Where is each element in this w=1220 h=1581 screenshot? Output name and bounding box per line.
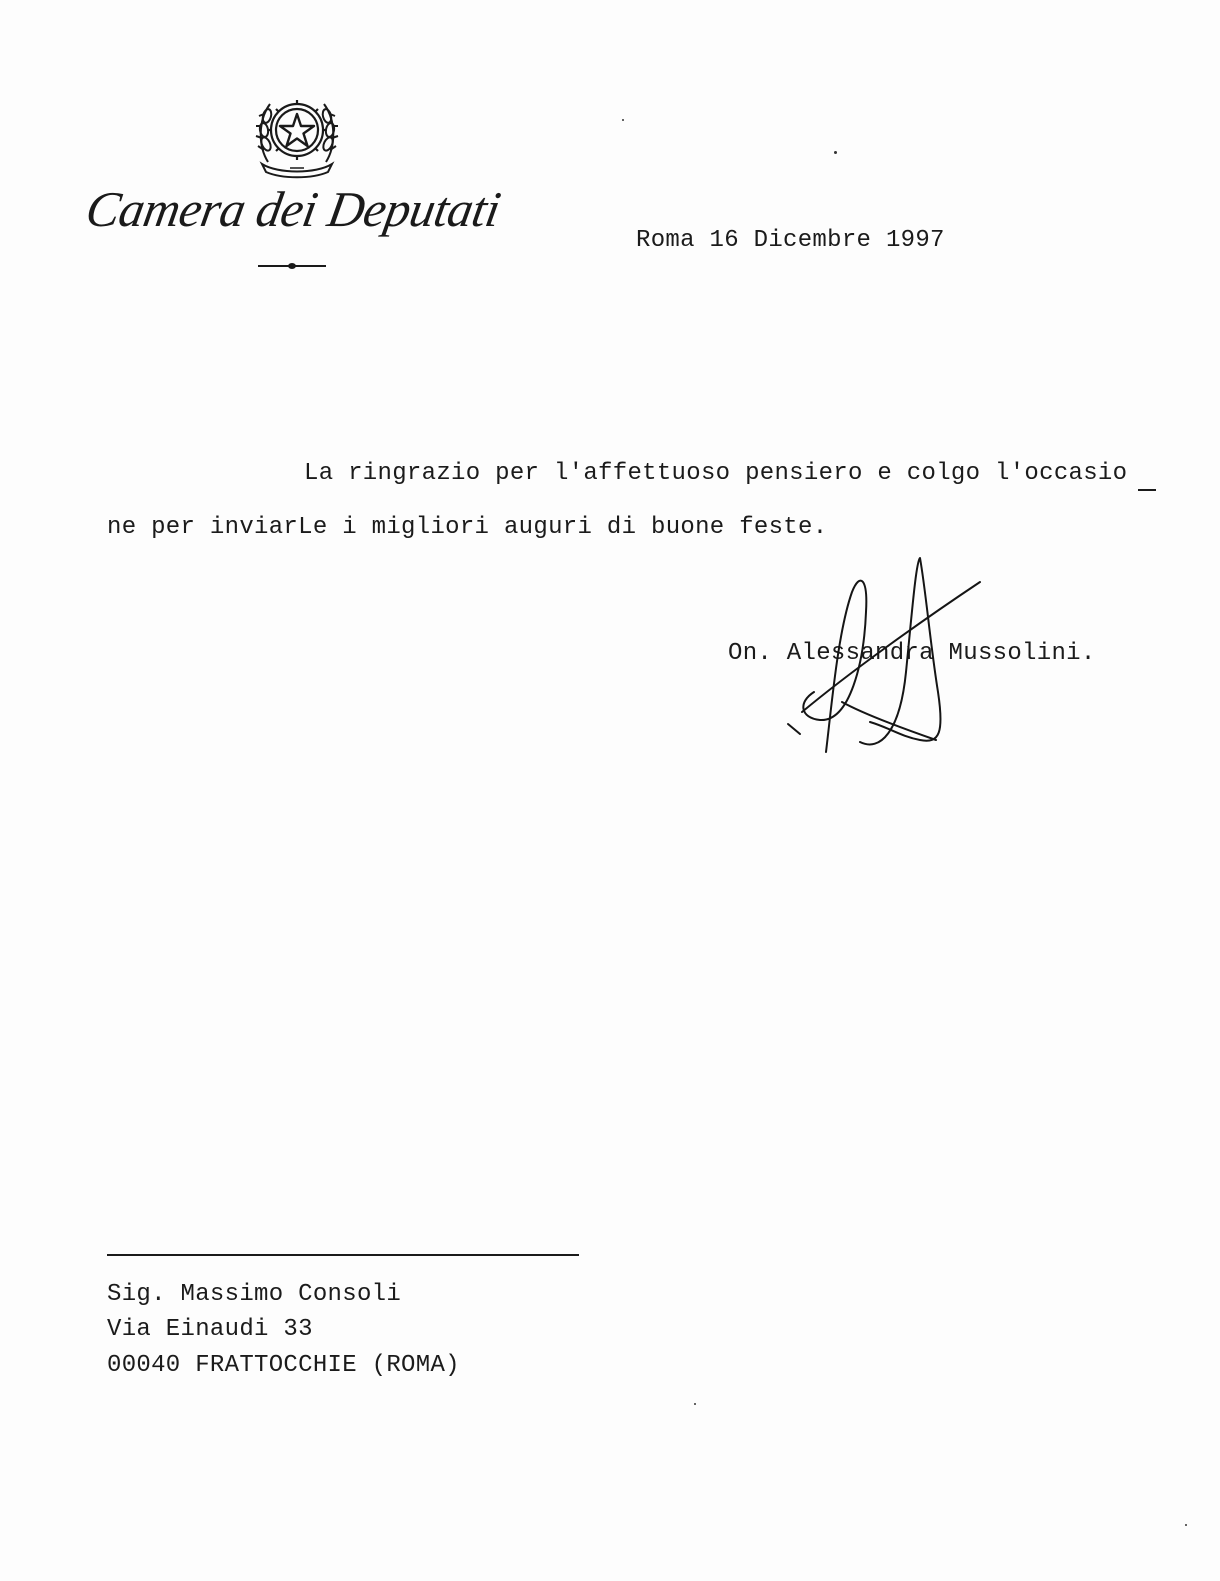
handwritten-signature — [780, 552, 990, 762]
scan-speck — [694, 1403, 696, 1405]
letter-body-line-2: ne per inviarLe i migliori auguri di buone feste. — [107, 514, 828, 541]
scan-speck — [1185, 1524, 1187, 1526]
italian-republic-emblem-icon — [254, 84, 340, 180]
letterhead-title: Camera dei Deputati — [81, 181, 505, 237]
recipient-name: Sig. Massimo Consoli — [107, 1281, 402, 1308]
letter-date: Roma 16 Dicembre 1997 — [636, 227, 945, 254]
hyphenation-mark — [1138, 489, 1156, 491]
scan-speck — [622, 119, 624, 121]
letter-body-line-1: La ringrazio per l'affettuoso pensiero e colgo l'occasio — [304, 460, 1128, 487]
signer-name: On. Alessandra Mussolini. — [728, 640, 1096, 667]
recipient-city: 00040 FRATTOCCHIE (ROMA) — [107, 1352, 460, 1379]
recipient-street: Via Einaudi 33 — [107, 1316, 313, 1343]
address-separator-rule — [107, 1254, 579, 1256]
letterhead-ornament — [258, 262, 326, 270]
scan-speck — [834, 151, 837, 154]
